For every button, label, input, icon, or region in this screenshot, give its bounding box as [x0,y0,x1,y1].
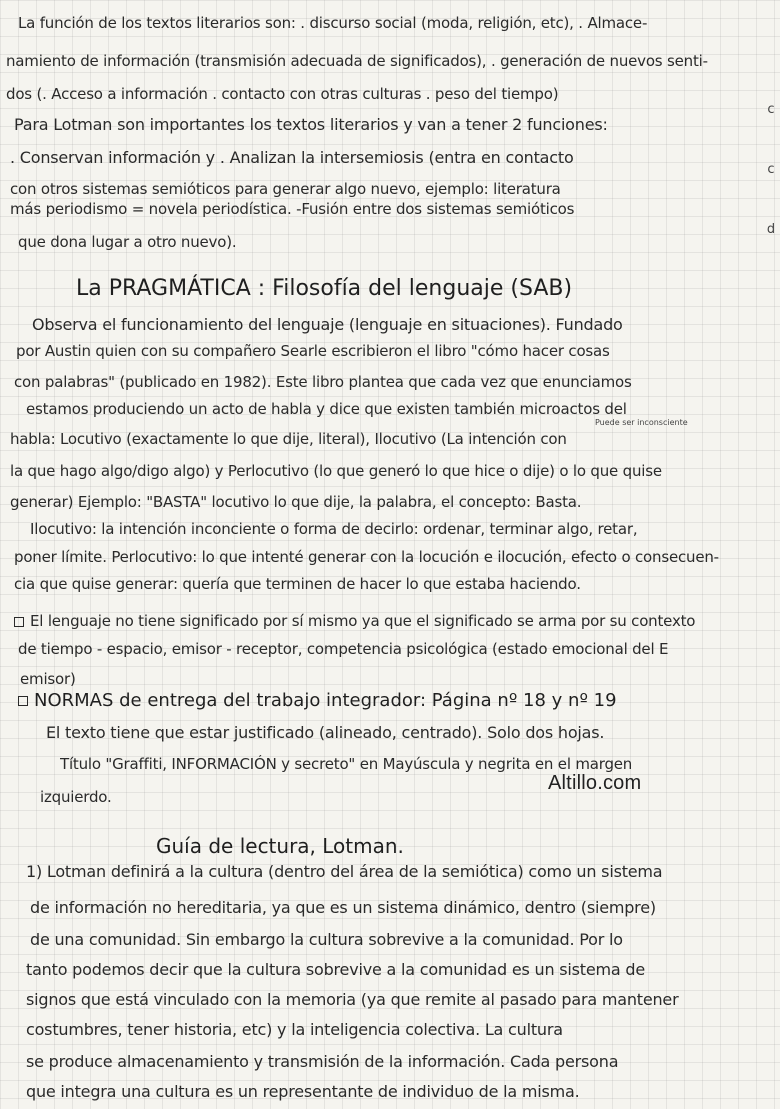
note-line: . Conservan información y . Analizan la intersemiosis (entra en contacto [10,148,574,167]
normas-heading-text: NORMAS de entrega del trabajo integrador: Página nº 18 y nº 19 [34,690,617,711]
margin-note: Puede ser inconsciente [595,418,688,427]
note-line: Para Lotman son importantes los textos literarios y van a tener 2 funciones: [14,115,608,134]
note-line: dos (. Acceso a información . contacto con otras culturas . peso del tiempo) [6,85,559,103]
note-line: de una comunidad. Sin embargo la cultura sobrevive a la comunidad. Por lo [30,930,623,949]
note-line: estamos produciendo un acto de habla y dice que existen también microactos del [26,400,627,418]
note-line: con otros sistemas semióticos para generar algo nuevo, ejemplo: literatura [10,180,561,198]
heading-guia: Guía de lectura, Lotman. [156,834,404,858]
note-line: la que hago algo/digo algo) y Perlocutivo (lo que generó lo que hice o dije) o lo que quise [10,462,662,480]
note-line: namiento de información (transmisión adecuada de significados), . generación de nuevos senti- [6,52,708,70]
note-line [14,612,774,630]
note-line: habla: Locutivo (exactamente lo que dije, literal), Ilocutivo (La intención con [10,430,567,448]
note-line: Ilocutivo: la intención inconciente o forma de decirlo: ordenar, terminar algo, retar, [30,520,638,538]
note-line: tanto podemos decir que la cultura sobrevive a la comunidad es un sistema de [26,960,645,979]
note-line: generar) Ejemplo: "BASTA" locutivo lo que dije, la palabra, el concepto: Basta. [10,493,582,511]
edge-mark: c [767,102,775,117]
note-line: con palabras" (publicado en 1982). Este libro plantea que cada vez que enunciamos [14,373,632,391]
normas-heading [18,690,617,711]
square-bullet-icon [18,696,28,706]
note-line: se produce almacenamiento y transmisión de la información. Cada persona [26,1052,619,1071]
note-line: El texto tiene que estar justificado (alineado, centrado). Solo dos hojas. [46,723,605,742]
edge-mark: d [766,222,776,237]
note-line: emisor) [20,670,76,688]
note-line: cia que quise generar: quería que terminen de hacer lo que estaba haciendo. [14,575,581,593]
note-line: más periodismo = novela periodística. -Fusión entre dos sistemas semióticos [10,200,575,218]
note-line: por Austin quien con su compañero Searle escribieron el libro "cómo hacer cosas [16,342,610,360]
note-line: signos que está vinculado con la memoria (ya que remite al pasado para mantener [26,990,679,1009]
note-line: de información no hereditaria, ya que es un sistema dinámico, dentro (siempre) [30,898,656,917]
heading-pragmatica: La PRAGMÁTICA : Filosofía del lenguaje (SAB) [76,276,573,301]
note-line: costumbres, tener historia, etc) y la inteligencia colectiva. La cultura [26,1020,563,1039]
note-line: que dona lugar a otro nuevo). [18,233,237,251]
note-line: izquierdo. [40,788,112,806]
note-line-text: El lenguaje no tiene significado por sí mismo ya que el significado se arma por su contexto [30,612,696,630]
note-line: de tiempo - espacio, emisor - receptor, competencia psicológica (estado emocional del E [18,640,669,658]
note-line: poner límite. Perlocutivo: lo que intenté generar con la locución e ilocución, efecto o consecuen- [14,548,719,566]
note-line: La función de los textos literarios son: . discurso social (moda, religión, etc), . Almace- [18,14,648,32]
note-line: 1) Lotman definirá a la cultura (dentro del área de la semiótica) como un sistema [26,862,663,881]
note-line: Observa el funcionamiento del lenguaje (lenguaje en situaciones). Fundado [32,315,623,334]
square-bullet-icon [14,617,24,627]
edge-mark: c [767,162,775,177]
note-line: Título "Graffiti, INFORMACIÓN y secreto" en Mayúscula y negrita en el margen [60,755,633,773]
watermark-text: Altillo.com [548,772,642,794]
note-line: que integra una cultura es un representante de individuo de la misma. [26,1082,580,1101]
